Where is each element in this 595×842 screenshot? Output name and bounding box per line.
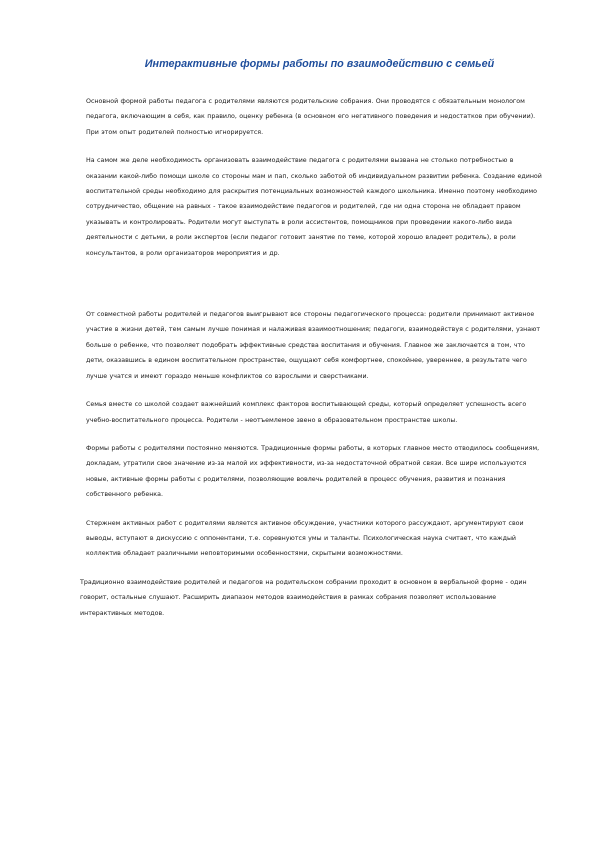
document-title: Интерактивные формы работы по взаимодействию с семьей bbox=[144, 58, 495, 70]
paragraph-2: На самом же деле необходимость организовать взаимодействие педагога с родителями вызвана не столько потребностью в оказании какой-либо помощи школе со стороны мам и пап, сколько заботой об индивидуальном развитии ребенка. Создание единой воспитательной среды необходимо для раскрытия потенциальных возможностей каждого школьника. Именно поэтому необходимо сотрудничество, общение на равных - такое взаимодействие педагогов и родителей, где ни одна сторона не обладает правом указывать и контролировать. Родители могут выступать в роли ассистентов, помощников при проведении какого-либо вида деятельности с детьми, в роли экспертов (если педагог готовит занятие по теме, которой хорошо владеет родитель), в роли консультантов, в роли организаторов мероприятия и др. bbox=[86, 157, 542, 257]
paragraph-4: Семья вместе со школой создает важнейший комплекс факторов воспитывающей среды, который определяет успешность всего учебно-воспитательного процесса. Родители - неотъемлемое звено в образовательном пространстве школы. bbox=[86, 401, 527, 424]
paragraph-6: Стержнем активных работ с родителями является активное обсуждение, участники которого рассуждают, аргументируют свои выводы, вступают в дискуссию с оппонентами, т.е. соревнуются умы и таланты. Психологическая наука считает, что каждый коллектив обладает различными неповторимыми особенностями, скрытыми возможностями. bbox=[86, 519, 524, 558]
paragraph-3: От совместной работы родителей и педагогов выигрывают все стороны педагогического процесса: родители принимают активное участие в жизни детей, тем самым лучше понимая и налаживая взаимоотношения; педагоги, взаимодействуя с родителями, узнают больше о ребенке, что позволяет подобрать эффективные средства воспитания и обучения. Главное же заключается в том, что дети, оказавшись в едином воспитательном пространстве, ощущают себя комфортнее, спокойнее, увереннее, в результате чего лучше учатся и имеют гораздо меньше конфликтов со взрослыми и сверстниками. bbox=[86, 311, 541, 380]
paragraph-5: Формы работы с родителями постоянно меняются. Традиционные формы работы, в которых главное место отводилось сообщениям, докладам, утратили свое значение из-за малой их эффективности, из-за недостаточной обратной связи. Все шире используются новые, активные формы работы с родителями, позволяющие вовлечь родителей в процесс обучения, развития и познания собственного ребенка. bbox=[86, 444, 540, 499]
paragraph-7: Традиционно взаимодействие родителей и педагогов на родительском собрании проходит в основном в вербальной форме - один говорит, остальные слушают. Расширить диапазон методов взаимодействия в рамках собрания позволяет использование интерактивных методов. bbox=[80, 578, 527, 617]
paragraph-1: Основной формой работы педагога с родителями являются родительские собрания. Они проводятся с обязательным монологом педагога, включающим в себя, как правило, оценку ребенка (в основном его негативного поведения и недостатков при обучении). При этом опыт родителей полностью игнорируется. bbox=[86, 98, 536, 136]
